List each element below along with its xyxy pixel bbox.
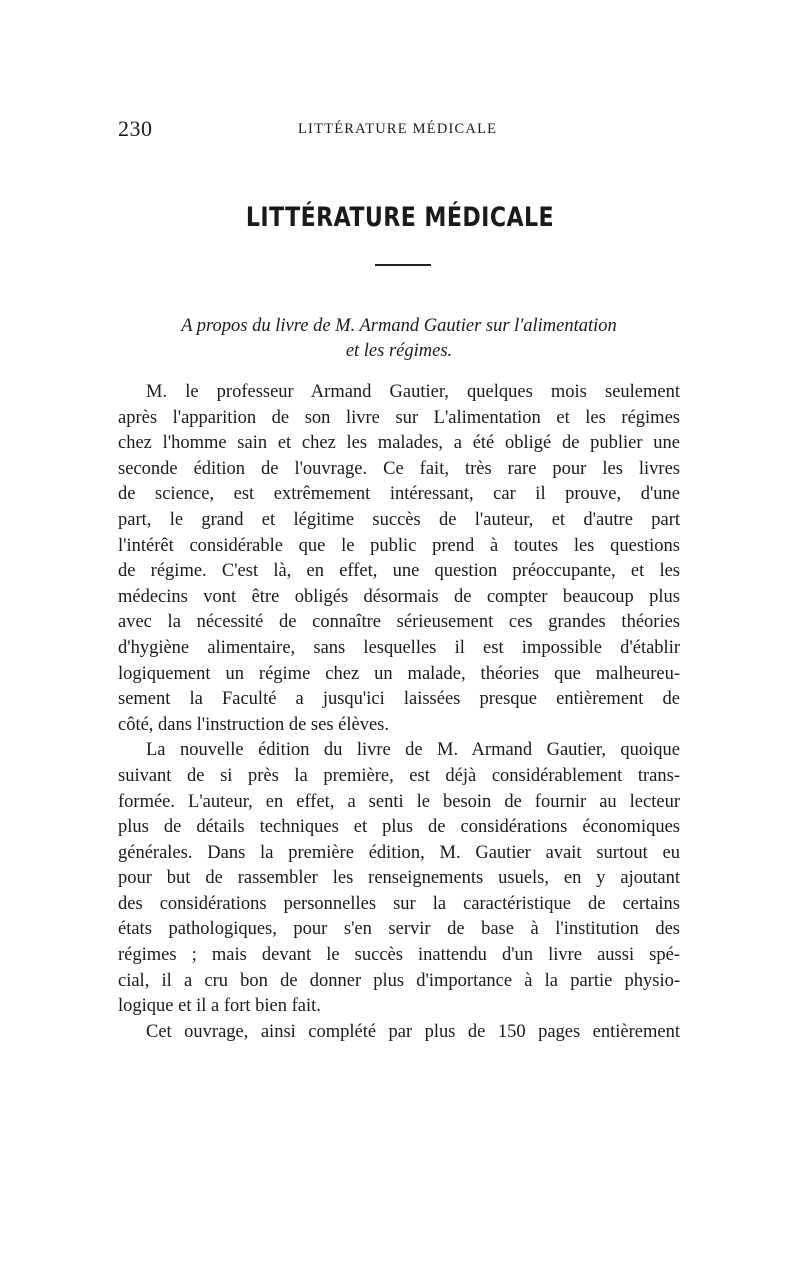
paragraph-line: de science, est extrêmement intéressant, car il prouve, d'une xyxy=(118,484,680,505)
subtitle-line: A propos du livre de M. Armand Gautier sur l'alimentation xyxy=(181,316,617,336)
paragraph-line: logique et il a fort bien fait. xyxy=(118,996,321,1017)
paragraph-line: d'hygiène alimentaire, sans lesquelles il est impossible d'établir xyxy=(118,637,680,658)
paragraph-line: plus de détails techniques et plus de considérations économiques xyxy=(118,817,680,838)
paragraph-line: seconde édition de l'ouvrage. Ce fait, très rare pour les livres xyxy=(118,458,680,479)
running-head-title: LITTÉRATURE MÉDICALE xyxy=(298,121,498,137)
paragraph-line: de régime. C'est là, en effet, une question préoccupante, et les xyxy=(118,561,680,582)
paragraph-line: pour but de rassembler les renseignements usuels, en y ajoutant xyxy=(118,868,680,889)
paragraph-line: des considérations personnelles sur la caractéristique de certains xyxy=(118,893,680,914)
paragraph-line: générales. Dans la première édition, M. Gautier avait surtout eu xyxy=(118,842,680,863)
paragraph-line: avec la nécessité de connaître sérieusement ces grandes théories xyxy=(118,612,680,633)
paragraph-line: après l'apparition de son livre sur L'alimentation et les régimes xyxy=(118,407,680,428)
paragraph-line: l'intérêt considérable que le public prend à toutes les questions xyxy=(118,535,680,556)
paragraph-line: côté, dans l'instruction de ses élèves. xyxy=(118,714,389,735)
article-title: LITTÉRATURE MÉDICALE xyxy=(245,202,555,233)
paragraph-line: suivant de si près la première, est déjà considérablement trans- xyxy=(118,765,680,786)
running-head xyxy=(118,116,680,146)
paragraph-line: formée. L'auteur, en effet, a senti le besoin de fournir au lecteur xyxy=(118,791,680,812)
paragraph-line: logiquement un régime chez un malade, théories que malheureu- xyxy=(118,663,680,684)
page-number: 230 xyxy=(118,116,153,141)
paragraph-line: M. le professeur Armand Gautier, quelques mois seulement xyxy=(146,382,680,402)
paragraph-line: médecins vont être obligés désormais de compter beaucoup plus xyxy=(118,586,680,607)
article-body xyxy=(118,380,680,1045)
paragraph-line: cial, il a cru bon de donner plus d'importance à la partie physio- xyxy=(118,970,680,991)
title-divider xyxy=(375,264,431,266)
paragraph-line: La nouvelle édition du livre de M. Armand Gautier, quoique xyxy=(146,740,680,761)
paragraph-line: part, le grand et légitime succès de l'auteur, et d'autre part xyxy=(118,509,680,530)
paragraph-line: chez l'homme sain et chez les malades, a été obligé de publier une xyxy=(118,433,680,454)
paragraph-line: régimes ; mais devant le succès inattendu d'un livre aussi spé- xyxy=(118,945,680,966)
article-subtitle xyxy=(118,314,680,364)
subtitle-line: et les régimes. xyxy=(345,341,453,361)
paragraph-line: sement la Faculté a jusqu'ici laissées presque entièrement de xyxy=(118,689,680,710)
paragraph-line: Cet ouvrage, ainsi complété par plus de 150 pages entièrement xyxy=(146,1021,680,1042)
paragraph-line: états pathologiques, pour s'en servir de base à l'institution des xyxy=(118,919,680,940)
